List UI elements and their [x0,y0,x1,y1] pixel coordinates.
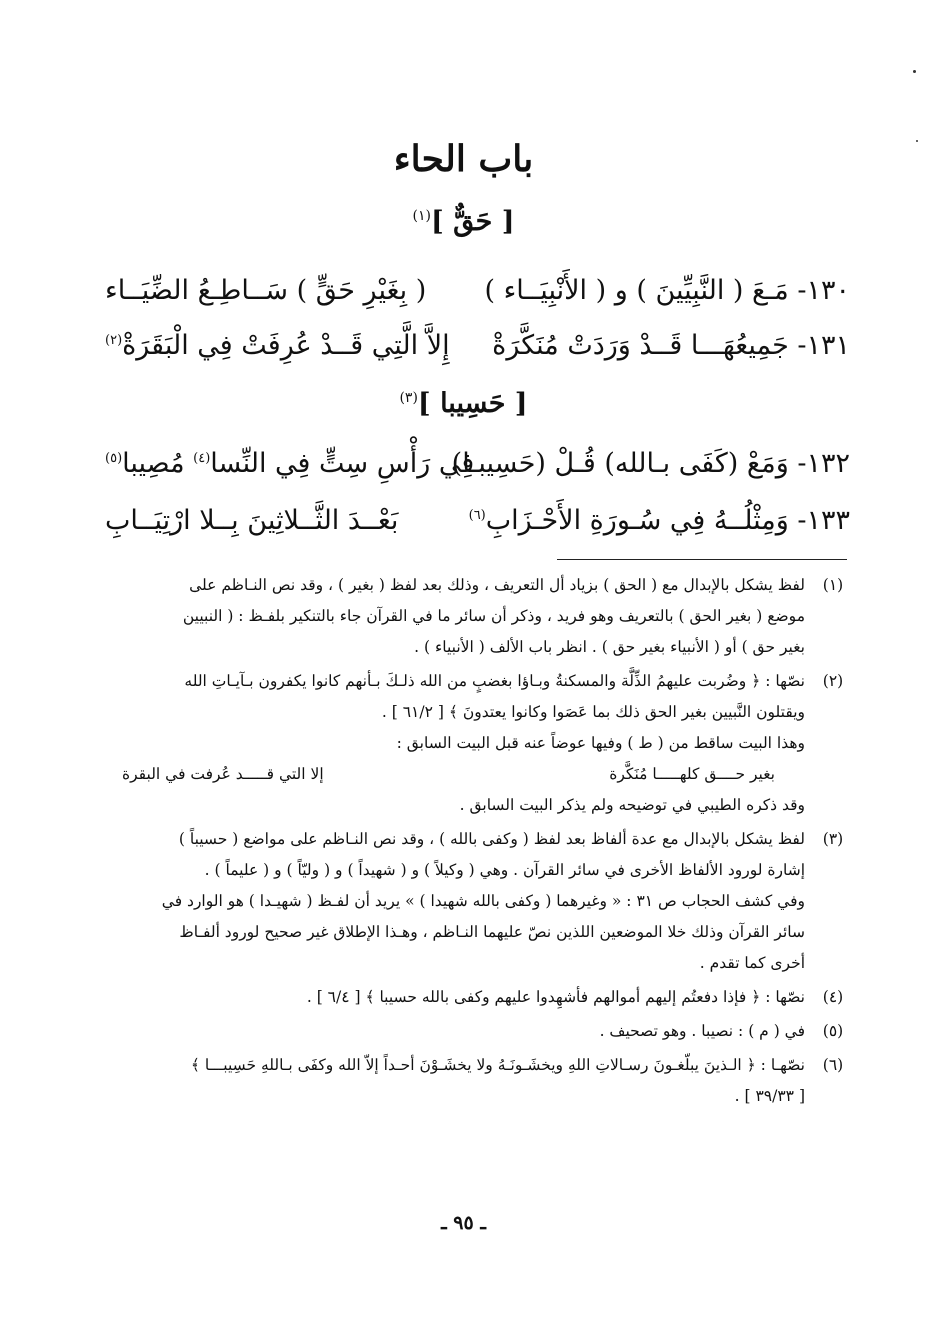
verse-132 [105,448,850,498]
scan-speck [913,70,916,73]
footnote-body [96,1016,805,1047]
footnote-line: سائر القرآن وذلك خلا الموضعين اللذين نصّ عليهما النـاظم ، وهـذا الإطلاق غير صحيح لورود ألفـاظ [179,923,805,941]
verse-second-text: إِلاَّ الَّتِي قَــدْ عُرِفَتْ فِي الْبَقَرَةْ [122,330,450,361]
quoted-second-hemistich: إلا التي قـــــد عُرفت في البقرة [122,765,324,783]
footnote-2 [96,666,861,821]
footnote-body [96,982,805,1013]
verse-130 [105,275,850,325]
footnote-ref: (١) [412,208,431,224]
footnote-ref: (٥) [105,451,123,466]
verse-first-hemistich [469,505,850,536]
verse-second-hemistich: بَعْــدَ الثَّــلاثِينَ بِــلا ارْتِيَــابِ [105,505,399,536]
footnote-line: نصّها : ﴿ وضُربت عليهمُ الذِّلَّة والمسكنةُ وبـاؤا بغضبٍ من الله ذلـكَ بـأنهم كانوا يكفرون بـآيـاتِ الله [184,672,805,690]
verse-second-hemistich [105,330,450,361]
footnote-line: في ( م ) : نصيبا . وهو تصحيف . [599,1022,805,1040]
section-title-text: [ حَسِيبا ] [417,388,528,419]
footnote-line: بغير حق ) أو ( الأنبياء بغير حق ) . انظر باب الألف ( الأنبياء ) . [414,638,805,656]
footnote-line: وهذا البيت ساقط من ( ط ) وفيها عوضاً عنه قبل البيت السابق : [396,734,805,752]
verse-first-text: ١٣٣- وَمِثْلُــهُ فِي سُـورَةِ الأَحْـزَابِ [485,505,850,536]
footnote-line: لفظ يشكل بالإبدال مع عدة ألفاظ بعد لفظ ( وكفى بالله ) ، وقد نص النـاظم على مواضع ( حسيباً ) [178,830,805,848]
section-title-hasiba [0,388,927,419]
footnote-body [96,666,805,821]
verse-second-hemistich: ( بِغَيْرِ حَقٍّ ) سَــاطِـعُ الضِّيَــاء [105,275,427,306]
footnote-line: [ ٣٩/٣٣ ] . [734,1087,805,1105]
footnotes [96,570,861,1115]
footnote-number: (٦) [822,1056,844,1074]
footnote-line: ويقتلون النَّبيين بغير الحق ذلك بما عَصَوا وكانوا يعتدونَ ﴾ [ ٦١/٢ ] . [381,703,805,721]
quoted-verse [96,759,805,790]
verse-131 [105,330,850,380]
verse-second-hemistich [105,448,474,479]
footnote-3 [96,824,861,979]
verse-second-text: فِي رَأْسِ سِتٍّ فِي النِّسا [210,448,475,479]
footnote-number: (١) [822,576,844,594]
footnote-5 [96,1016,861,1047]
section-title-text: [ حَقٌّ ] [430,206,515,237]
footnote-body [96,570,805,663]
footnote-number: (٥) [822,1022,844,1040]
footnote-line: نصّهـا : ﴿ الـذينَ يبلّغـونَ رسـالاتِ اللهِ ويخشَـونَـهُ ولا يخشَـوْنَ أحـداً إلاّ الله وكفَى بـاللهِ حَسِيبـــا ﴾ [190,1056,805,1074]
footnote-number: (٣) [822,830,844,848]
footnote-4 [96,982,861,1013]
footnote-line: وفي كشف الحجاب ص ٣١ : « وغيرهما ( وكفى بالله شهيدا ) » يريد أن لفـظ ( شهيـدا ) هو الوارد في [161,892,805,910]
footnote-1 [96,570,861,663]
footnote-line: لفظ يشكل بالإبدال مع ( الحق ) بزياد أل التعريف ، وذلك بعد لفظ ( بغير ) ، وقد نص النـاظم على [189,576,805,594]
footnote-ref: (٣) [399,390,418,406]
footnote-line: إشارة لورود الألفاظ الأخرى في سائر القرآن . وهي ( وكيلاً ) و ( شهيداً ) و ( وليّاً ) و ( عليماً ) . [204,861,805,879]
verse-first-hemistich: ١٣١- جَمِيعُهَـــا قَــدْ وَرَدَتْ مُنَكَّرَةْ [492,330,850,361]
scan-speck [916,140,918,142]
verse-first-hemistich: ١٣٢- وَمَعْ (كَفَى بـالله) قُـلْ (حَسِيبـا) [451,448,850,479]
footnote-ref: (٢) [105,333,123,348]
section-title-haqq [0,206,927,237]
footnote-line: أخرى كما تقدم . [699,954,805,972]
chapter-title: باب الحاء [393,138,534,180]
verse-first-hemistich: ١٣٠- مَـعَ ( النَّبِيِّينَ ) و ( الأَنْبِيَــاء ) [484,275,850,306]
footnote-body [96,1050,805,1112]
verse-second-tail: مُصِيبا [122,448,194,479]
quoted-first-hemistich: بغير حــــق كلهـــــا مُنَكَّرة [609,765,775,783]
footnote-number: (٢) [822,672,844,690]
footnote-line: وقد ذكره الطيبي في توضيحه ولم يذكر البيت السابق . [459,796,805,814]
footnote-6 [96,1050,861,1112]
page-number: ـ ٩٥ ـ [441,1212,486,1234]
footnote-line: موضع ( بغير الحق ) بالتعريف وهو فريد ، وذكر أن سائر ما في القرآن جاء بالتنكير بلفـظ : ( النبيين [182,607,805,625]
footnote-body [96,824,805,979]
footnote-number: (٤) [822,988,844,1006]
footnote-line: نصّها : ﴿ فإذا دفعتُم إليهم أموالهم فأشهِدوا عليهم وكفى بالله حسيبا ﴾ [ ٦/٤ ] . [306,988,805,1006]
footnote-ref: (٤) [193,451,211,466]
verse-133 [105,505,850,555]
footnote-ref: (٦) [468,508,486,523]
footnote-separator [557,559,847,560]
